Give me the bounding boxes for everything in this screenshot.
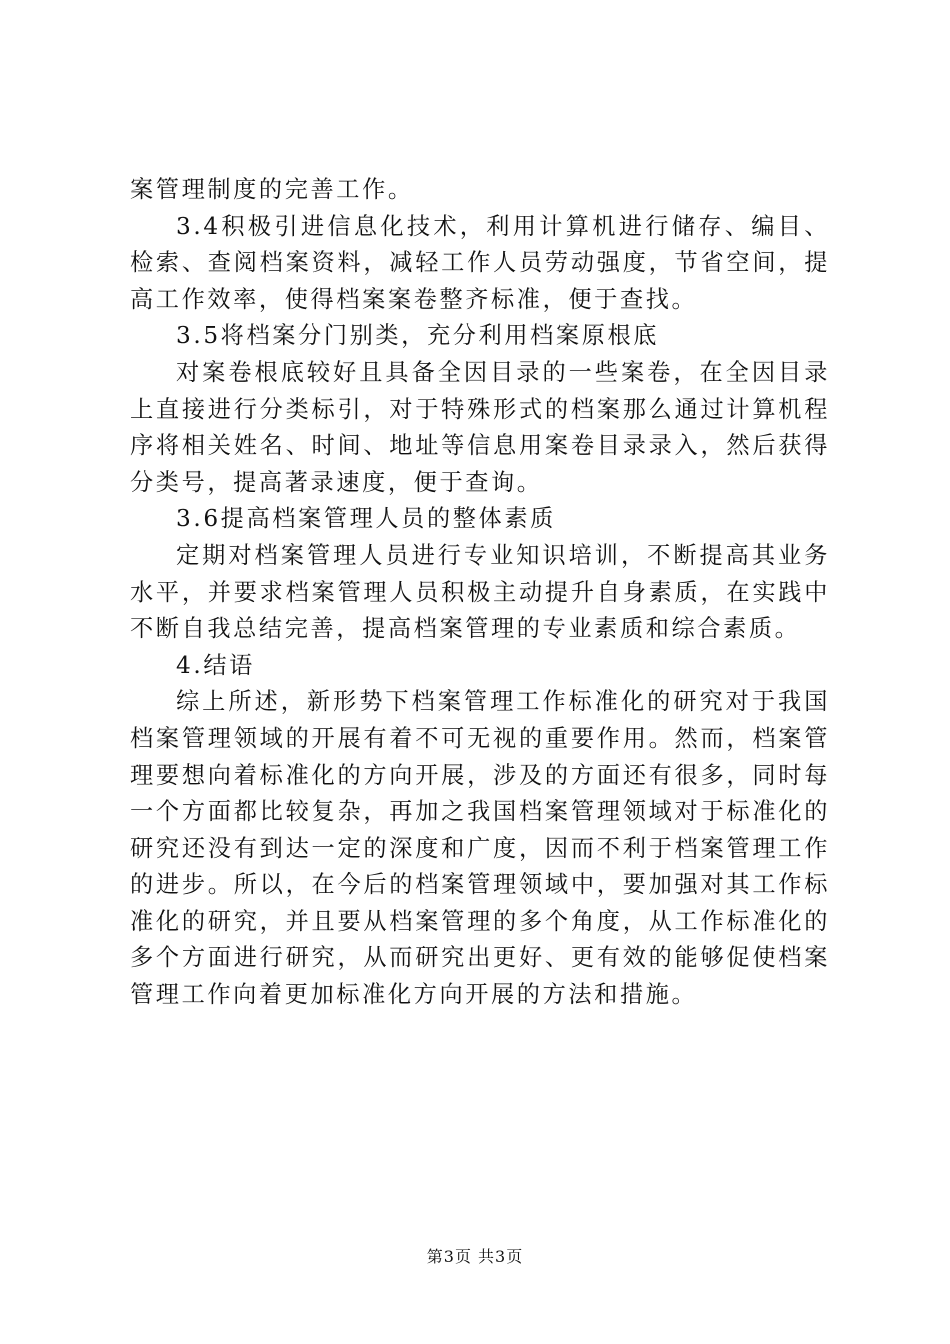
heading-3-5: 3.5将档案分门别类，充分利用档案原根底: [176, 322, 660, 350]
paragraph-3-4: 3.4积极引进信息化技术，利用计算机进行储存、编目、检索、查阅档案资料，减轻工作人员劳动强度，节省空间，提高工作效率，使得档案案卷整齐标准，便于查找。: [130, 212, 830, 313]
heading-conclusion: 4.结语: [176, 651, 255, 679]
paragraph-conclusion-body: 综上所述，新形势下档案管理工作标准化的研究对于我国档案管理领域的开展有着不可无视的重要作用。然而，档案管理要想向着标准化的方向开展，涉及的方面还有很多，同时每一个方面都比较复杂，再加之我国档案管理领域对于标准化的研究还没有到达一定的深度和广度，因而不利于档案管理工作的进步。所以，在今后的档案管理领域中，要加强对其工作标准化的研究，并且要从档案管理的多个角度，从工作标准化的多个方面进行研究，从而研究出更好、更有效的能够促使档案管理工作向着更加标准化方向开展的方法和措施。: [130, 688, 830, 1009]
heading-3-6: 3.6提高档案管理人员的整体素质: [176, 505, 556, 533]
paragraph-3-6-body: 定期对档案管理人员进行专业知识培训，不断提高其业务水平，并要求档案管理人员积极主动提升自身素质，在实践中不断自我总结完善，提高档案管理的专业素质和综合素质。: [130, 541, 830, 643]
paragraph-3-5-body: 对案卷根底较好且具备全因目录的一些案卷，在全因目录上直接进行分类标引，对于特殊形式的档案那么通过计算机程序将相关姓名、时间、地址等信息用案卷目录录入，然后获得分类号，提高著录速度，便于查询。: [130, 358, 830, 496]
paragraph-continuation: 案管理制度的完善工作。: [130, 176, 414, 203]
document-body: [130, 172, 830, 1014]
page-footer: 第3页 共3页: [426, 1247, 524, 1266]
